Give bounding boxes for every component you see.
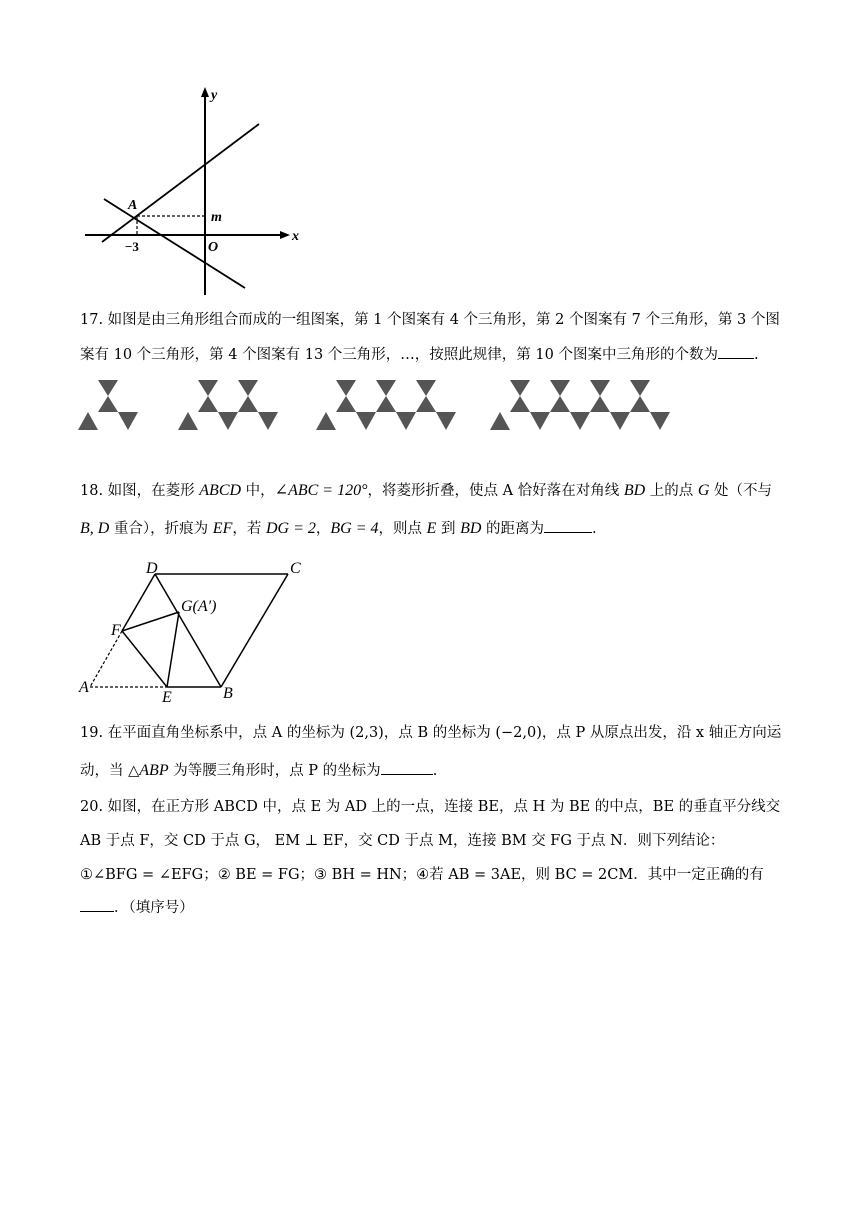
rising-line <box>102 124 259 242</box>
q18-l2-b: 重合），折痕为 <box>109 521 213 537</box>
q18-l1-i: 处（不与 <box>709 483 773 499</box>
q18-line-1 <box>80 480 780 502</box>
q20-line-2: AB 于点 F，交 CD 于点 G， EM ⊥ EF，交 CD 于点 M，连接 BM 交 FG 于点 N．则下列结论： <box>80 833 725 849</box>
neg3-label: −3 <box>125 239 139 254</box>
q18-l1-a: 18. 如图，在菱形 <box>80 483 200 499</box>
q18-l1-b: ABCD <box>199 482 242 499</box>
q18-l2-f: ， <box>315 521 331 537</box>
x-axis-arrow <box>280 231 290 239</box>
label-b: B <box>223 685 233 702</box>
label-e: E <box>162 689 172 706</box>
pattern-1 <box>78 380 138 430</box>
q20-line-4 <box>80 897 780 919</box>
q18-rhombus-figure <box>78 556 318 704</box>
q18-l2-h: ，则点 <box>378 521 427 537</box>
q18-l2-d: ，若 <box>232 521 266 537</box>
q18-l2-m: . <box>592 521 597 537</box>
y-axis-arrow <box>201 87 209 97</box>
q17-line-2-end: . <box>753 347 759 363</box>
q19-line-1: 19. 在平面直角坐标系中，点 A 的坐标为 (2,3)，点 B 的坐标为 (−2,0)，点 P 从原点出发，沿 x 轴正方向运 <box>80 725 782 741</box>
q17-triangle-patterns <box>76 378 680 434</box>
q18-l1-e: ，将菱形折叠，使点 A 恰好落在对角线 <box>367 483 624 499</box>
q20-line-1: 20. 如图，在正方形 ABCD 中，点 E 为 AD 上的一点，连接 BE，点 H 为 BE 的中点，BE 的垂直平分线交 <box>80 799 781 815</box>
pattern-2 <box>178 380 278 430</box>
m-label: m <box>211 210 222 225</box>
q17-line-1: 17. 如图是由三角形组合而成的一组图案，第 1 个图案有 4 个三角形，第 2 个图案有 7 个三角形，第 3 个图 <box>80 312 780 328</box>
q18-l1-h: G <box>697 482 710 499</box>
label-g: G(A′) <box>181 598 217 615</box>
q18-l2-g: BG = 4 <box>330 520 379 537</box>
q20-l4: ．（填序号） <box>114 900 194 916</box>
point-a-label: A <box>128 198 138 213</box>
label-c: C <box>290 560 301 577</box>
q19-answer-blank <box>381 760 433 775</box>
q18-l1-g: 上的点 <box>645 483 698 499</box>
label-f: F <box>111 622 121 639</box>
q17-line-2 <box>80 344 780 366</box>
q18-l2-e: DG = 2 <box>265 520 316 537</box>
x-axis-label: x <box>292 229 299 244</box>
q19-l2-b: ABP <box>139 762 169 779</box>
q17-line-2-text: 案有 10 个三角形，第 4 个图案有 13 个三角形，…，按照此规律，第 10 个图案中三角形的个数为 <box>80 347 718 363</box>
q19-l2-a: 动，当 △ <box>80 763 140 779</box>
q18-l2-l: 的距离为 <box>481 521 545 537</box>
pattern-4 <box>490 380 670 430</box>
pattern-3 <box>316 380 456 430</box>
q18-l2-j: 到 <box>436 521 461 537</box>
label-a: A <box>79 679 89 696</box>
q18-l1-d: ∠ABC = 120° <box>274 482 368 499</box>
q19-l2-c: 为等腰三角形时，点 P 的坐标为 <box>168 763 381 779</box>
q20-answer-blank <box>80 897 114 912</box>
label-d: D <box>146 560 158 577</box>
q18-line-2 <box>80 518 780 540</box>
q18-l2-a: B, D <box>80 520 110 537</box>
q18-l2-i: E <box>426 520 437 537</box>
q20-line-3: ①∠BFG = ∠EFG；② BE = FG；③ BH = HN；④若 AB = 3AE，则 BC = 2CM．其中一定正确的有 <box>80 867 764 883</box>
origin-label: O <box>208 240 219 255</box>
q18-l1-f: BD <box>623 482 646 499</box>
y-axis-label: y <box>211 88 218 103</box>
q17-answer-blank <box>718 344 754 359</box>
q18-l1-c: 中， <box>241 483 275 499</box>
q18-l2-c: EF <box>212 520 233 537</box>
q19-l2-d: . <box>432 763 438 779</box>
q19-line-2 <box>80 760 780 782</box>
q18-answer-blank <box>544 518 592 533</box>
q16-coordinate-figure <box>80 85 310 300</box>
q18-l2-k: BD <box>460 520 482 537</box>
